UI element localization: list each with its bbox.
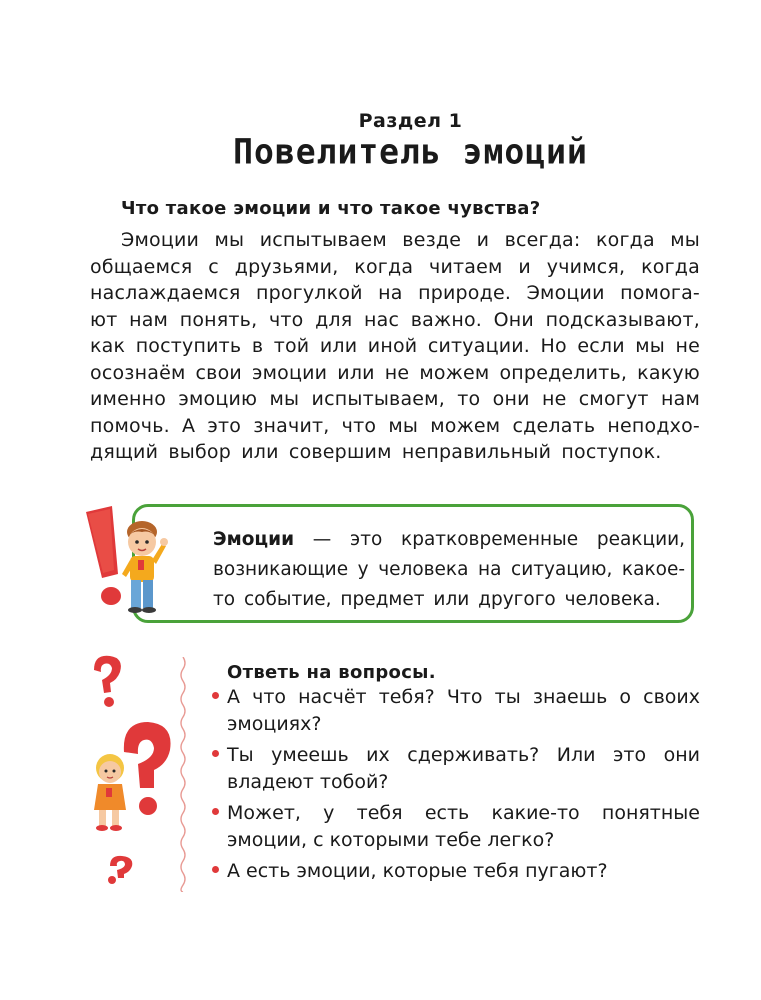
question-item: Может, у тебя есть какие-то понятные эмоции, с которыми тебе легко? — [212, 800, 700, 854]
definition-line: то событие, предмет или другого человека. — [213, 589, 661, 610]
paragraph-line: именно эмоцию мы испытываем, то они не смогут нам — [90, 388, 700, 410]
section-label: Раздел 1 — [358, 110, 463, 132]
definition-box — [132, 504, 694, 623]
paragraph-line: наслаждаемся прогулкой на природе. Эмоции помога- — [90, 282, 700, 304]
bullet-icon — [212, 808, 219, 815]
bullet-icon — [212, 692, 219, 699]
bullet-icon — [212, 750, 219, 757]
question-item: Ты умеешь их сдерживать? Или это они владеют тобой? — [212, 742, 700, 796]
definition-line: Эмоции — это кратковременные реакции, — [213, 529, 685, 550]
paragraph-line: дящий выбор или совершим неправильный поступок. — [90, 441, 662, 463]
paragraph-line: Эмоции мы испытываем везде и всегда: когда мы — [121, 229, 700, 251]
question-mark-icon — [124, 722, 171, 815]
paragraph-line: общаемся с друзьями, когда читаем и учимся, когда — [90, 255, 700, 278]
girl-illustration — [94, 754, 126, 831]
paragraph-line: осознаём свои эмоции или не можем определить, какую — [90, 361, 700, 384]
intro-heading: Что такое эмоции и что такое чувства? — [121, 198, 541, 219]
boy-illustration — [116, 520, 172, 619]
question-item: А есть эмоции, которые тебя пугают? — [212, 858, 700, 885]
intro-paragraph — [90, 227, 700, 466]
definition-line: возникающие у человека на ситуацию, какое- — [213, 559, 685, 580]
paragraph-line: ют нам понять, что для нас важно. Они подсказывают, — [90, 308, 700, 331]
question-marks-illustration — [82, 650, 177, 894]
wavy-divider — [178, 657, 188, 892]
paragraph-line: как поступить в той или иной ситуации. Но если мы не — [90, 335, 700, 357]
question-mark-icon — [94, 656, 121, 707]
question-item: А что насчёт тебя? Что ты знаешь о своих эмоциях? — [212, 684, 700, 738]
question-mark-icon — [108, 856, 132, 884]
definition-term: Эмоции — [213, 529, 295, 550]
paragraph-line: помочь. А это значит, что мы можем сделать неподхо- — [90, 414, 700, 437]
section-title: Повелитель эмоций — [233, 131, 588, 172]
bullet-icon — [212, 866, 219, 873]
definition-text — [213, 525, 685, 615]
questions-heading: Ответь на вопросы. — [227, 662, 436, 683]
